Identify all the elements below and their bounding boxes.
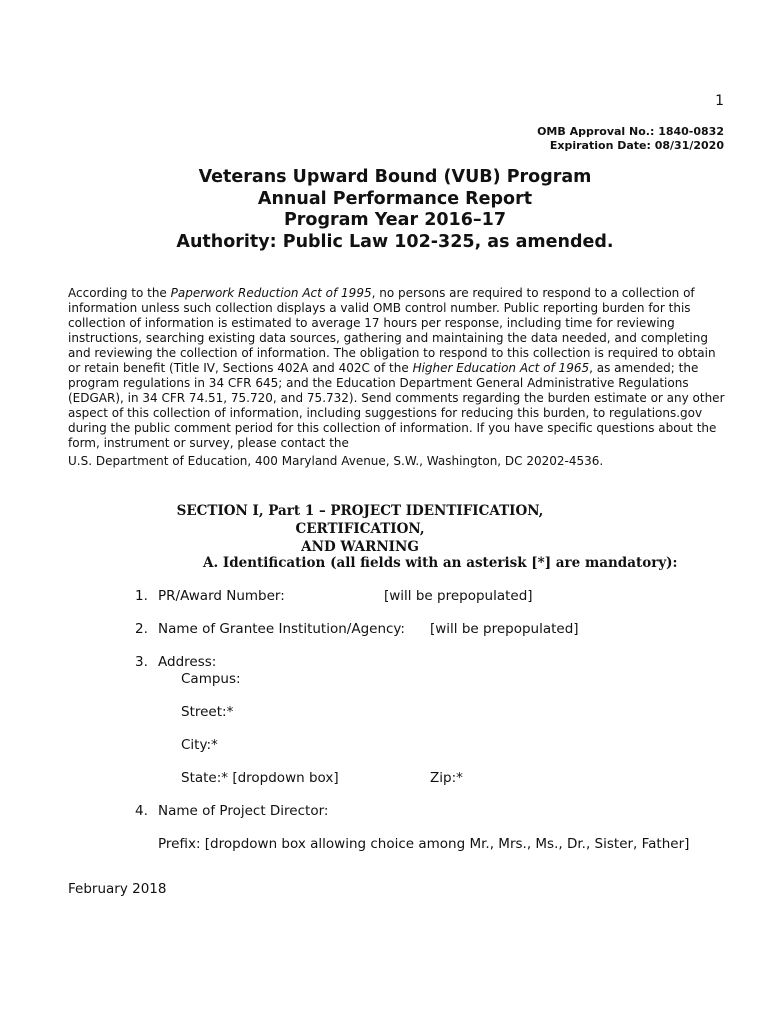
- pr-award-number-label: PR/Award Number:: [158, 588, 285, 604]
- title-line-4: Authority: Public Law 102-325, as amended.: [176, 231, 614, 252]
- campus-field: Campus:: [181, 671, 241, 687]
- burden-text-2: , no persons are required to respond to a collection of information unless such collection displays a valid OMB control number. Public reporting burden for this collection of information is estimated to average 17 hours per response, including time for reviewing instructions, searching existing data sources, gathering and maintaining the data needed, and completing and reviewing the collection of information. The obligation to respond to this collection is required to obtain or retain benefit (Title IV, Sections 402A and 402C of the: [68, 286, 716, 375]
- grantee-institution-label: Name of Grantee Institution/Agency:: [158, 621, 405, 637]
- omb-expiration-date: Expiration Date: 08/31/2020: [549, 139, 724, 152]
- burden-statement: [68, 286, 728, 469]
- address-label: Address:: [158, 654, 217, 670]
- title-line-1: Veterans Upward Bound (VUB) Program: [198, 167, 592, 187]
- document-title: [0, 167, 770, 253]
- item-1-number: 1.: [135, 588, 148, 604]
- pr-award-number-value: [will be prepopulated]: [384, 588, 533, 604]
- state-field: State:* [dropdown box]: [181, 770, 339, 786]
- footer-date: February 2018: [68, 881, 167, 897]
- item-4-number: 4.: [135, 803, 148, 819]
- item-3-number: 3.: [135, 654, 148, 670]
- higher-education-act-name: Higher Education Act of 1965: [412, 361, 590, 375]
- omb-approval-number: OMB Approval No.: 1840-0832: [537, 125, 724, 138]
- grantee-institution-value: [will be prepopulated]: [430, 621, 579, 637]
- paperwork-act-name: Paperwork Reduction Act of 1995: [170, 286, 372, 300]
- burden-text-3: , as amended; the program regulations in 34 CFR 645; and the Education Department General Administrative Regulations (EDGAR), in 34 CFR 74.51, 75.720, and 75.732). Send comments regarding the burden estimate or any other aspect of this collection of information, including suggestions for reducing this burden, to regulations.gov during the public comment period for this collection of information. If you have specific questions about the form, instrument or survey, please contact the: [68, 361, 725, 450]
- item-2-number: 2.: [135, 621, 148, 637]
- section-heading: [115, 502, 605, 556]
- omb-block: [537, 125, 724, 153]
- department-address: U.S. Department of Education, 400 Maryland Avenue, S.W., Washington, DC 20202-4536.: [68, 454, 604, 468]
- street-field: Street:*: [181, 704, 234, 720]
- burden-text-1: According to the: [68, 286, 171, 300]
- identification-subheading: A. Identification (all fields with an asterisk [*] are mandatory):: [203, 555, 678, 571]
- section-heading-line-2: AND WARNING: [301, 539, 419, 555]
- page-number: 1: [715, 93, 724, 109]
- zip-field: Zip:*: [430, 770, 463, 786]
- section-heading-line-1: SECTION I, Part 1 – PROJECT IDENTIFICATION, CERTIFICATION,: [176, 503, 544, 537]
- project-director-label: Name of Project Director:: [158, 803, 329, 819]
- city-field: City:*: [181, 737, 218, 753]
- prefix-field: Prefix: [dropdown box allowing choice among Mr., Mrs., Ms., Dr., Sister, Father]: [158, 836, 690, 852]
- title-line-2: Annual Performance Report: [257, 188, 533, 209]
- title-line-3: Program Year 2016–17: [283, 210, 507, 230]
